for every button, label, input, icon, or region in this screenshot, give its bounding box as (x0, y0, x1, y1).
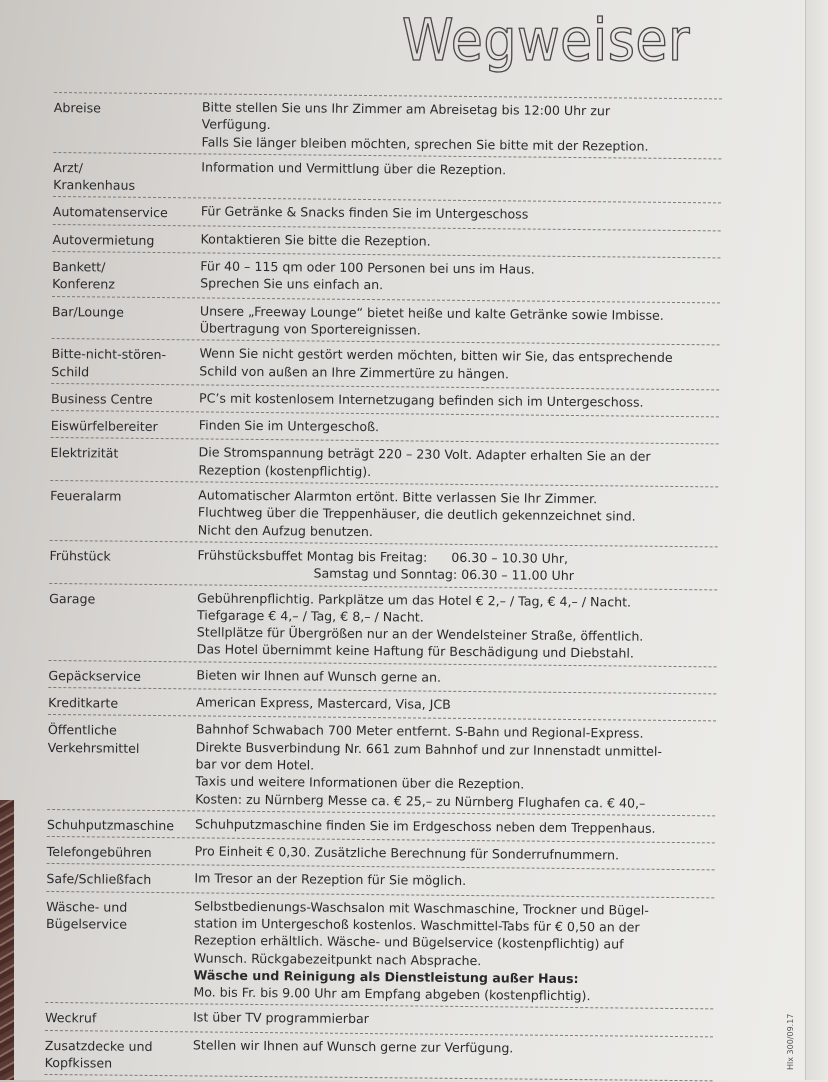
entry-text-line (201, 176, 721, 198)
directory-entry (53, 92, 722, 158)
entry-text-line: Bieten wir Ihnen auf Wunsch gerne an. (196, 667, 442, 685)
entry-text (199, 345, 719, 387)
entry-text-line: PC’s mit kostenlosem Internetzugang befinden sich im Untergeschoss. (198, 390, 644, 410)
entry-label: Frühstück (49, 547, 111, 564)
entry-label: Gepäckservice (48, 667, 142, 684)
entry-text-line: Direkte Busverbindung Nr. 661 zum Bahnhof und zur Innenstadt unmittel- (195, 739, 663, 759)
entry-text-line: Verfügung. (201, 116, 271, 133)
directory-entry (52, 251, 720, 302)
entry-label: Safe/Schließfach (46, 871, 152, 888)
entry-label: Bar/Lounge (51, 303, 124, 320)
entry-text-line: Nicht den Aufzug benutzen. (197, 522, 373, 539)
page-title: Wegweiser (402, 6, 690, 74)
entry-text-line: Im Tresor an der Rezeption für Sie möglich. (194, 870, 467, 889)
entry-text-line: Fluchtweg über die Treppenhäuser, die deutlich gekennzeichnet sind. (197, 504, 636, 524)
entry-label: Abreise (53, 99, 101, 116)
entry-text (195, 721, 716, 812)
entry-text (200, 230, 720, 254)
page-edge (806, 0, 828, 1080)
entry-text-line: Kontaktieren Sie bitte die Rezeption. (200, 231, 431, 249)
entry-text (201, 98, 721, 155)
entry-text (197, 589, 718, 663)
entry-text-line: Für 40 – 115 qm oder 100 Personen bei uns im Haus. (200, 258, 535, 277)
entry-label: Öffentliche Verkehrsmittel (47, 722, 140, 756)
entry-text-line: Frühstücksbuffet Montag bis Freitag: 06.30 – 10.30 Uhr, (197, 547, 569, 566)
entry-text-line: Das Hotel übernimmt keine Haftung für Beschädigung und Diebstahl. (196, 641, 635, 662)
entry-text-line: American Express, Mastercard, Visa, JCB (196, 694, 451, 712)
entry-text-line: Pro Einheit € 0,30. Zusätzliche Berechnung für Sonderrufnummern. (194, 843, 620, 863)
entry-text-line: Unsere „Freeway Lounge“ bietet heiße und kalte Getränke sowie Imbisse. (199, 303, 664, 323)
entry-text (193, 1009, 713, 1033)
entry-text-line: Die Stromspannung beträgt 220 – 230 Volt. Adapter erhalten Sie an der (198, 444, 651, 465)
entry-text-line: Information und Vermittlung über die Rezeption. (201, 159, 507, 178)
directory-entry (50, 437, 718, 486)
entry-text-line: Bitte stellen Sie uns Ihr Zimmer am Abreisetag bis 12:00 Uhr zur (201, 99, 611, 119)
page-fold-line (805, 0, 806, 1080)
entry-text (197, 546, 717, 586)
entry-label: Autovermietung (52, 231, 155, 248)
directory-entry (51, 338, 719, 389)
entry-bold-line: Wäsche und Reinigung als Dienstleistung außer Haus: (193, 967, 579, 986)
entry-text (201, 203, 721, 227)
entry-text (200, 302, 720, 342)
entry-label: Zusatzdecke und Kopfkissen (44, 1037, 153, 1071)
entry-label: Arzt/ Krankenhaus (53, 159, 136, 193)
directory-entry (50, 480, 719, 546)
entry-text-line: Mo. bis Fr. bis 9.00 Uhr am Empfang abgeben (kostenpflichtig). (193, 984, 591, 1004)
entry-label: Business Centre (50, 390, 153, 407)
print-code: Hlx 300/09.17 (786, 1013, 795, 1070)
entry-text-line: Finden Sie im Untergeschoß. (198, 417, 380, 435)
entry-label: Elektrizität (50, 445, 119, 462)
directory-entry (45, 891, 714, 1009)
entry-text-line: bar vor dem Hotel. (195, 756, 315, 773)
directory-entry (52, 296, 720, 345)
entry-label: Weckruf (45, 1010, 97, 1026)
directory-entry (49, 540, 717, 589)
entry-label: Automatenservice (52, 204, 168, 221)
entry-text-line: Automatischer Alarmton ertönt. Bitte verlassen Sie Ihr Zimmer. (198, 487, 598, 507)
entry-text (201, 158, 721, 200)
entry-text-line: Rezeption erhältlich. Wäsche- und Bügelservice (kostenpflichtig) auf (193, 932, 624, 952)
entry-label: Schuhputzmaschine (46, 816, 175, 833)
entry-text (193, 897, 714, 1006)
entry-text-line: Selbstbedienungs-Waschsalon mit Waschmaschine, Trockner und Bügel- (194, 898, 649, 918)
entry-text (196, 693, 716, 717)
entry-text-line: Stellen wir Ihnen auf Wunsch gerne zur Verfügung. (192, 1037, 514, 1056)
directory-entry (53, 152, 721, 203)
entry-text (193, 1036, 713, 1078)
entry-text-line: Wunsch. Rückgabezeitpunkt nach Absprache. (193, 949, 482, 968)
entry-text-line: Ist über TV programmierbar (193, 1009, 369, 1027)
entry-label: Eiswürfelbereiter (50, 418, 158, 435)
entry-text (199, 389, 719, 413)
entry-text-line: Falls Sie länger bleiben möchten, sprechen Sie bitte mit der Rezeption. (201, 134, 649, 154)
entry-text (196, 666, 716, 690)
entry-text-line: Schild von außen an Ihre Zimmertüre zu hängen. (199, 362, 510, 381)
background-fabric (0, 800, 14, 1080)
entry-text-line: Samstag und Sonntag: 06.30 – 11.00 Uhr (197, 564, 575, 584)
entry-text-line: station im Untergeschoß kostenlos. Waschmittel-Tabs für € 0,50 an der (193, 915, 640, 935)
entry-text-line (193, 1053, 713, 1075)
entry-label: Feueralarm (50, 488, 122, 504)
directory-entry (49, 583, 718, 667)
entry-text (195, 842, 715, 866)
entry-text (200, 257, 720, 299)
entry-text (195, 815, 715, 839)
entry-text-line: Übertragung von Sportereignissen. (199, 320, 421, 338)
directory-list (45, 92, 722, 1082)
directory-entry (45, 1030, 713, 1082)
entry-label: Bitte-nicht-stören- Schild (51, 346, 167, 379)
entry-text-line: Für Getränke & Snacks finden Sie im Untergeschoss (200, 203, 529, 223)
entry-label: Garage (49, 590, 96, 606)
entry-label: Kreditkarte (48, 694, 119, 711)
entry-text (199, 417, 719, 441)
entry-text (194, 870, 714, 894)
entry-text-line: Schuhputzmaschine finden Sie im Erdgeschoss neben dem Treppenhaus. (194, 816, 656, 836)
entry-text (198, 486, 718, 543)
entry-label: Wäsche- und Bügelservice (45, 898, 128, 932)
directory-entry (47, 714, 716, 815)
entry-label: Bankett/ Konferenz (52, 259, 115, 292)
entry-text-line: Wenn Sie nicht gestört werden möchten, bitten wir Sie, das entsprechende (199, 345, 673, 366)
entry-text-line: Tiefgarage € 4,– / Tag, € 8,– / Nacht. (196, 607, 424, 625)
entry-label: Telefongebühren (46, 844, 152, 861)
entry-text-line: Rezeption (kostenpflichtig). (198, 462, 372, 479)
entry-text-line: Gebührenpflichtig. Parkplätze um das Hotel € 2,– / Tag, € 4,– / Nacht. (197, 589, 632, 610)
entry-text-line: Bahnhof Schwabach 700 Meter entfernt. S-Bahn und Regional-Express. (195, 721, 644, 742)
entry-text (198, 444, 718, 484)
entry-text-line: Sprechen Sie uns einfach an. (200, 275, 384, 293)
entry-text-line: Kosten: zu Nürnberg Messe ca. € 25,– zu Nürnberg Flughafen ca. € 40,– (195, 790, 646, 811)
entry-text-line: Taxis und weitere Informationen über die Rezeption. (195, 773, 525, 792)
entry-text-line: Stellplätze für Übergrößen nur an der Wendelsteiner Straße, öffentlich. (196, 624, 644, 644)
